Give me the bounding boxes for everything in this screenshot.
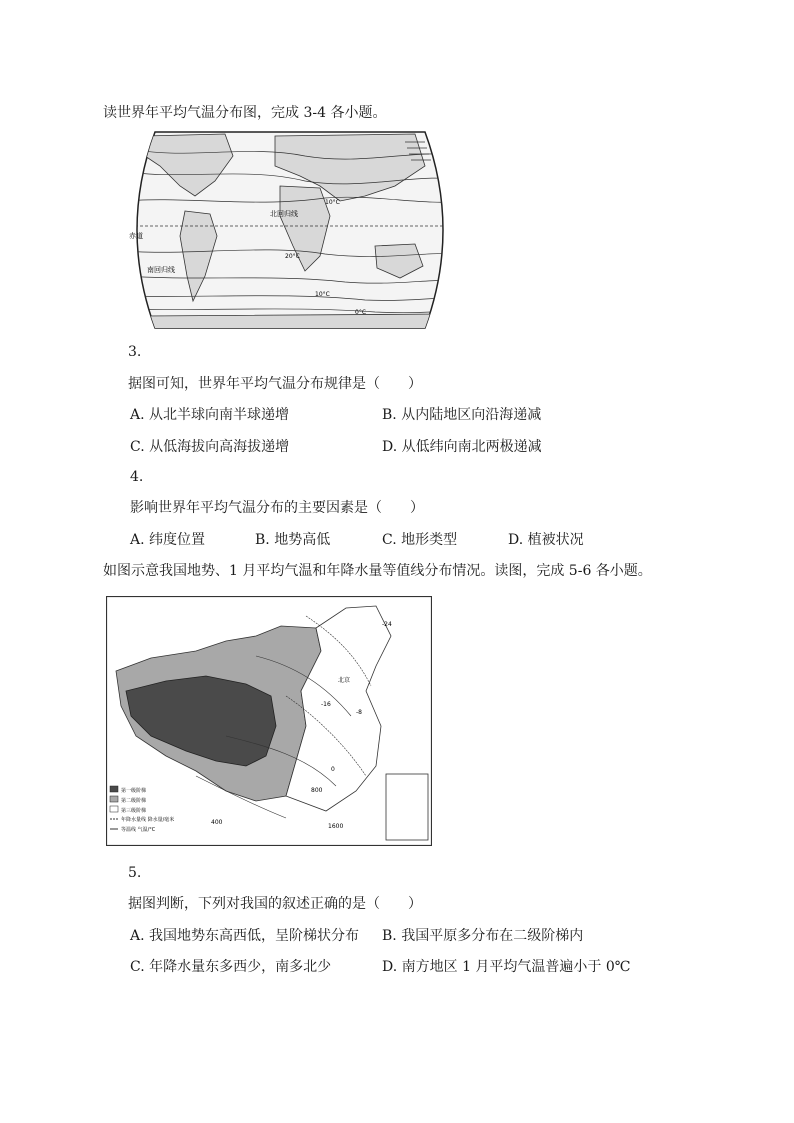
q3-number: 3.	[128, 344, 142, 360]
q3-option-a[interactable]: A. 从北半球向南半球递增	[130, 407, 290, 423]
world-temperature-map	[125, 126, 463, 334]
q5-option-d[interactable]: D. 南方地区 1 月平均气温普遍小于 0℃	[382, 959, 631, 975]
svg-text:第二级阶梯: 第二级阶梯	[121, 798, 147, 804]
svg-text:-8: -8	[356, 709, 362, 716]
q3-option-b[interactable]: B. 从内陆地区向沿海递减	[382, 407, 542, 423]
antarctica-land	[145, 314, 445, 334]
section2-intro: 如图示意我国地势、1 月平均气温和年降水量等值线分布情况。读图，完成 5-6 各小题。	[103, 563, 652, 579]
svg-text:北京: 北京	[338, 677, 351, 684]
svg-text:10°C: 10°C	[325, 199, 340, 206]
map-label-left: 赤道	[129, 232, 143, 240]
svg-text:1600: 1600	[328, 823, 344, 830]
q5-stem: 据图判断，下列对我国的叙述正确的是（ ）	[128, 896, 422, 912]
svg-text:400: 400	[211, 819, 223, 826]
svg-text:等温线 气温/°C: 等温线 气温/°C	[121, 827, 156, 833]
q3-stem: 据图可知，世界年平均气温分布规律是（ ）	[128, 376, 422, 392]
svg-text:10°C: 10°C	[315, 291, 330, 298]
svg-text:第三级阶梯: 第三级阶梯	[121, 808, 147, 814]
china-terrain-map	[106, 596, 432, 846]
section1-intro: 读世界年平均气温分布图，完成 3-4 各小题。	[103, 105, 387, 121]
q4-option-b[interactable]: B. 地势高低	[255, 532, 331, 548]
q4-number: 4.	[130, 469, 144, 485]
q4-option-a[interactable]: A. 纬度位置	[130, 532, 206, 548]
q5-option-a[interactable]: A. 我国地势东高西低，呈阶梯状分布	[130, 928, 360, 944]
map-label-south: 南回归线	[147, 266, 175, 274]
q5-number: 5.	[128, 865, 142, 881]
svg-text:0°C: 0°C	[355, 309, 367, 316]
svg-text:第一级阶梯: 第一级阶梯	[121, 788, 147, 794]
map-label-center: 北回归线	[270, 210, 298, 218]
q4-option-c[interactable]: C. 地形类型	[382, 532, 458, 548]
q3-option-c[interactable]: C. 从低海拔向高海拔递增	[130, 439, 290, 455]
svg-text:0: 0	[331, 766, 335, 773]
svg-text:-24: -24	[382, 621, 392, 628]
q5-option-c[interactable]: C. 年降水量东多西少，南多北少	[130, 959, 332, 975]
q5-option-b[interactable]: B. 我国平原多分布在二级阶梯内	[382, 928, 584, 944]
q3-option-d[interactable]: D. 从低纬向南北两极递减	[382, 439, 542, 455]
svg-text:20°C: 20°C	[285, 253, 300, 260]
q4-option-d[interactable]: D. 植被状况	[508, 532, 584, 548]
svg-text:年降水量线 降水量/毫米: 年降水量线 降水量/毫米	[121, 817, 175, 823]
svg-text:-16: -16	[321, 701, 331, 708]
q4-stem: 影响世界年平均气温分布的主要因素是（ ）	[130, 500, 424, 516]
svg-text:800: 800	[311, 787, 323, 794]
